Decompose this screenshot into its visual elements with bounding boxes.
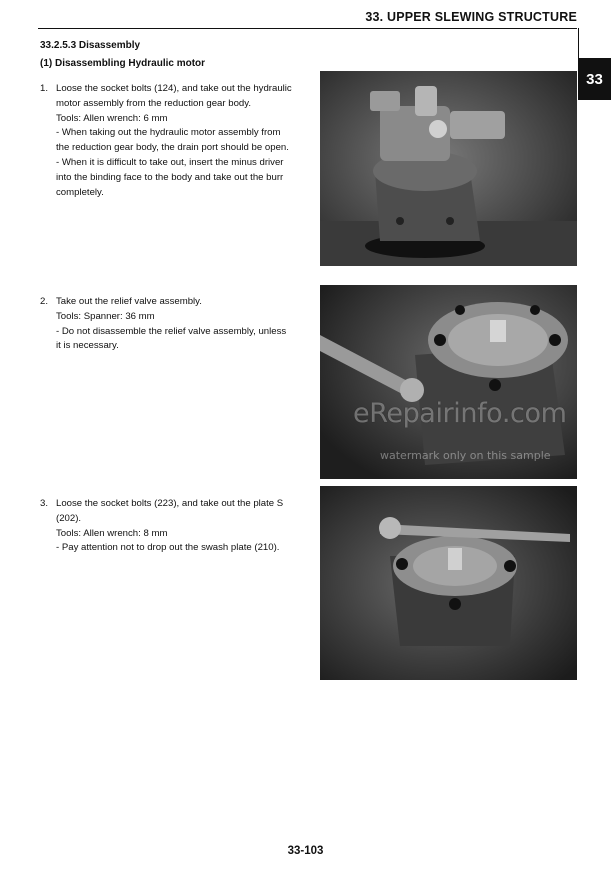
subsection-heading: (1) Disassembling Hydraulic motor: [40, 58, 206, 69]
step-3: [40, 497, 316, 556]
watermark-subtext: watermark only on this sample: [380, 449, 551, 462]
step-text: Take out the relief valve assembly. Tools: Spanner: 36 mm - Do not disassemble the relief valve assembly, unless it is necessary.: [56, 296, 287, 352]
watermark: eRepairinfo.com: [353, 398, 567, 429]
step-text: Loose the socket bolts (223), and take out the plate S (202). Tools: Allen wrench: 8 mm - Pay attention not to drop out the swash plate (210).: [56, 498, 284, 554]
page-number: 33-103: [287, 845, 324, 857]
step-text: Loose the socket bolts (124), and take out the hydraulic motor assembly from the reduction gear body. Tools: Allen wrench: 6 mm - When taking out the hydraulic motor assembly from the reduction gear body, the drain port should be open. - When it is difficult to take out, insert the minus driver into the binding face to the body and take out the burr completely.: [56, 83, 292, 198]
header-rule: [38, 28, 577, 29]
step-1: [40, 82, 316, 200]
step-2: [40, 295, 316, 354]
step-number: 3.: [40, 498, 49, 509]
chapter-tab: 33: [578, 58, 611, 100]
photo-plate-removal: [320, 486, 577, 680]
photo-hydraulic-motor: [320, 71, 577, 266]
step-number: 2.: [40, 296, 49, 307]
section-heading: 33.2.5.3 Disassembly: [40, 40, 141, 51]
side-tab-connector: [578, 28, 579, 58]
page-header-title: 33. UPPER SLEWING STRUCTURE: [365, 10, 577, 24]
step-number: 1.: [40, 83, 49, 94]
